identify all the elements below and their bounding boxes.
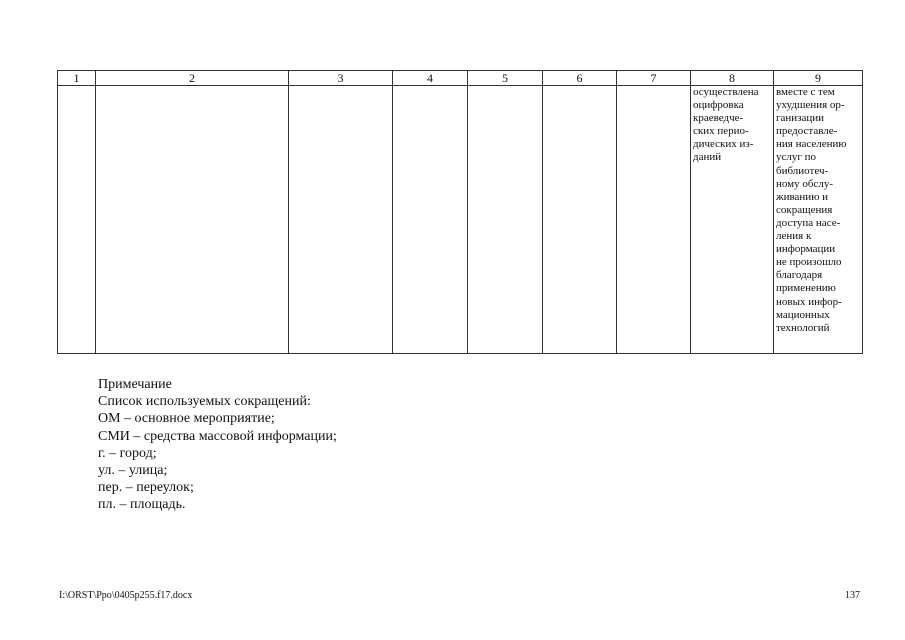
- column-header-4: 4: [393, 71, 468, 86]
- note-item: СМИ – средства массовой информации;: [98, 428, 337, 444]
- column-header-2: 2: [96, 71, 289, 86]
- cell-line: новых инфор-: [776, 295, 842, 308]
- cell-line: ления к: [776, 230, 812, 243]
- cell-line: ганизации: [776, 112, 825, 125]
- cell-col-2: [96, 86, 289, 354]
- cell-col-3: [289, 86, 393, 354]
- cell-col-7: [617, 86, 691, 354]
- column-header-6: 6: [543, 71, 617, 86]
- cell-col-6: [543, 86, 617, 354]
- cell-col-5: [468, 86, 543, 354]
- note-heading: Примечание: [98, 377, 172, 392]
- column-header-8: 8: [691, 71, 774, 86]
- cell-col-8: [691, 86, 774, 354]
- cell-col-9: [774, 86, 863, 354]
- note-item: пер. – переулок;: [98, 480, 194, 496]
- abbreviations-note: [98, 376, 337, 514]
- table-row: [58, 86, 863, 354]
- cell-line: не произошло: [776, 256, 842, 269]
- cell-line: информации: [776, 243, 836, 256]
- cell-line: применению: [776, 282, 836, 295]
- note-item: пл. – площадь.: [98, 497, 186, 513]
- cell-line: ских перио-: [693, 125, 749, 138]
- cell-line: дических из-: [693, 138, 754, 151]
- cell-col-4: [393, 86, 468, 354]
- cell-line: краеведче-: [693, 112, 744, 125]
- column-header-1: 1: [58, 71, 96, 86]
- cell-line: даний: [693, 151, 722, 164]
- cell-line: ния населению: [776, 138, 847, 151]
- footer-page-number: 137: [845, 590, 860, 601]
- cell-col-8-text: [693, 86, 771, 165]
- cell-line: сокращения: [776, 203, 833, 216]
- cell-col-9-text: [776, 86, 860, 335]
- data-table: [57, 70, 863, 354]
- cell-line: ухудшения ор-: [776, 99, 845, 112]
- cell-line: предоставле-: [776, 125, 838, 138]
- header-row: [58, 71, 863, 86]
- cell-line: доступа насе-: [776, 216, 841, 229]
- cell-line: библиотеч-: [776, 164, 829, 177]
- cell-line: осуществлена: [693, 86, 759, 98]
- cell-line: благодаря: [776, 269, 823, 282]
- cell-line: технологий: [776, 321, 830, 334]
- cell-line: вместе с тем: [776, 86, 835, 98]
- cell-col-1: [58, 86, 96, 354]
- cell-line: мационных: [776, 308, 830, 321]
- column-header-3: 3: [289, 71, 393, 86]
- cell-line: живанию и: [776, 190, 829, 203]
- cell-line: ному обслу-: [776, 177, 834, 190]
- footer-file-path: I:\ORST\Ppo\0405p255.f17.docx: [59, 590, 193, 601]
- column-header-5: 5: [468, 71, 543, 86]
- note-subheading: Список используемых сокращений:: [98, 394, 311, 410]
- note-item: ул. – улица;: [98, 463, 168, 479]
- note-item: ОМ – основное мероприятие;: [98, 411, 275, 427]
- note-item: г. – город;: [98, 445, 157, 461]
- cell-line: оцифровка: [693, 99, 744, 112]
- column-header-7: 7: [617, 71, 691, 86]
- column-header-9: 9: [774, 71, 863, 86]
- cell-line: услуг по: [776, 151, 817, 164]
